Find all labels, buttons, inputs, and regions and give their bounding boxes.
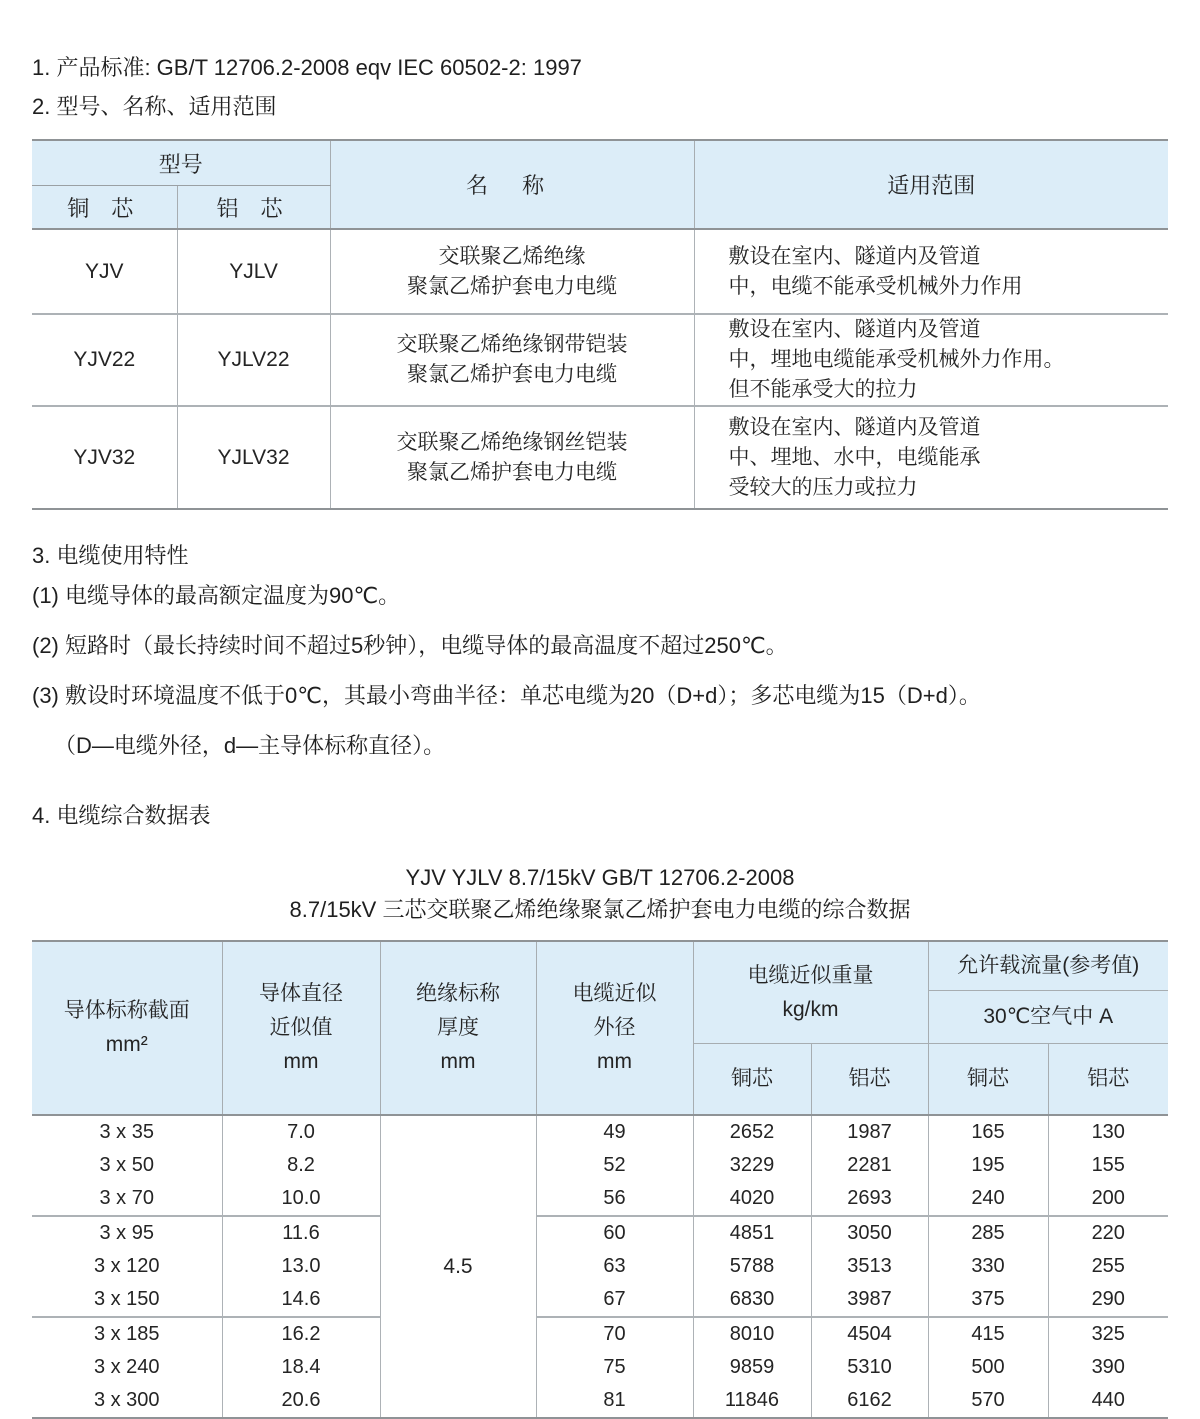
header-line: 绝缘标称 — [416, 982, 500, 1005]
cell-line: 但不能承受大的拉力 — [728, 378, 918, 401]
model-header: 型号 — [32, 140, 330, 186]
cell-line: 6830 — [729, 1288, 775, 1310]
weight-aluminum-header: 铝芯 — [811, 1044, 928, 1116]
cell-line: 4504 — [847, 1323, 892, 1345]
cell-line: 3 x 120 — [93, 1255, 160, 1277]
cell-name — [330, 406, 694, 509]
cell-line: 5310 — [847, 1356, 892, 1378]
table-row — [32, 314, 1168, 406]
cell-copper-model: YJV — [32, 229, 177, 314]
cell-line: 130 — [1091, 1121, 1125, 1143]
cell — [32, 1216, 222, 1317]
cell — [1048, 1317, 1168, 1418]
header-line: 电缆近似 — [572, 982, 657, 1005]
cell-line: 9859 — [729, 1356, 775, 1378]
cell-line: 敷设在室内、隧道内及管道 — [728, 415, 981, 439]
cell — [693, 1317, 811, 1418]
cell-line: 63 — [603, 1255, 626, 1277]
cell-line: 中，电缆不能承受机械外力作用 — [728, 274, 1023, 298]
cell-line: 18.4 — [281, 1356, 321, 1378]
weight-copper-header: 铜芯 — [693, 1044, 811, 1116]
cell-line: 20.6 — [281, 1389, 321, 1411]
cell-line: 285 — [971, 1222, 1005, 1244]
cell — [222, 1216, 380, 1317]
cell-line: 11.6 — [282, 1222, 320, 1244]
section3-item-2: (2) 短路时（最长持续时间不超过5秒钟），电缆导体的最高温度不超过250℃。 — [32, 633, 788, 658]
cell-line: 10.0 — [281, 1187, 321, 1209]
ampacity-condition-header: 30℃空气中 A — [928, 991, 1168, 1044]
cell — [928, 1115, 1048, 1216]
cell — [32, 1115, 222, 1216]
cell-aluminum-model: YJLV — [177, 229, 330, 314]
cell-line: 52 — [603, 1154, 626, 1176]
cell-line: 3 x 50 — [99, 1154, 154, 1176]
table2-title-line1: YJV YJLV 8.7/15kV GB/T 12706.2-2008 — [405, 865, 795, 890]
header-line: 导体直径 — [259, 982, 343, 1005]
cell — [222, 1317, 380, 1418]
section3-item-3: (3) 敷设时环境温度不低于0℃，其最小弯曲半径：单芯电缆为20（D+d）；多芯电缆为15（D+d）。 — [32, 683, 981, 708]
cell-line: 290 — [1091, 1288, 1125, 1310]
cell-line: 3 x 185 — [93, 1323, 160, 1345]
cell-line: 3987 — [847, 1288, 892, 1310]
cell-line: 81 — [603, 1389, 626, 1411]
cell-line: 3513 — [847, 1255, 892, 1277]
cell-line: 6162 — [847, 1389, 892, 1411]
cell-line: 8.2 — [287, 1154, 315, 1176]
cell — [1048, 1216, 1168, 1317]
scope-header: 适用范围 — [694, 140, 1168, 229]
cell — [928, 1317, 1048, 1418]
cell-line: 3 x 150 — [93, 1288, 160, 1310]
cell-aluminum-model: YJLV22 — [177, 314, 330, 406]
table-row — [32, 406, 1168, 509]
cell-line: 500 — [971, 1356, 1005, 1378]
insulation-thickness-value: 4.5 — [380, 1115, 536, 1418]
cell-line: 3050 — [847, 1222, 892, 1244]
cell-line: 3 x 70 — [99, 1187, 154, 1209]
section3-item-1: (1) 电缆导体的最高额定温度为90℃。 — [32, 583, 401, 608]
cell-line: 67 — [603, 1288, 626, 1310]
section4-heading: 4. 电缆综合数据表 — [32, 803, 211, 828]
cell-line: 56 — [603, 1187, 626, 1209]
aluminum-core-header: 铝 芯 — [177, 186, 330, 230]
cell-line: 70 — [603, 1323, 626, 1345]
cell-line: 交联聚乙烯绝缘钢丝铠装 — [396, 430, 628, 454]
header-line: 近似值 — [269, 1016, 333, 1039]
cell-line: 13.0 — [281, 1255, 321, 1277]
cell-line: 570 — [971, 1389, 1005, 1411]
cell-line: 7.0 — [287, 1121, 315, 1143]
cell-line: 8010 — [729, 1323, 775, 1345]
cable-diameter-header — [536, 941, 693, 1115]
cell-line: 60 — [603, 1222, 626, 1244]
cell-line: 5788 — [729, 1255, 775, 1277]
cell-line: 3 x 240 — [93, 1356, 160, 1378]
cable-weight-header — [693, 941, 928, 1044]
cell-line: 3 x 95 — [99, 1222, 154, 1244]
cell-line: 195 — [971, 1154, 1005, 1176]
cell-line: 2281 — [847, 1154, 892, 1176]
cell-name — [330, 314, 694, 406]
cell-line: 聚氯乙烯护套电力电缆 — [407, 274, 618, 298]
cell-line: 155 — [1091, 1154, 1125, 1176]
table2-titles — [32, 862, 1168, 926]
cell-line: 3229 — [729, 1154, 775, 1176]
cell-line: 4851 — [729, 1222, 775, 1244]
cell-line: 聚氯乙烯护套电力电缆 — [407, 460, 618, 484]
cell-line: 255 — [1091, 1255, 1125, 1277]
cable-data-table — [32, 940, 1168, 1419]
cell-aluminum-model: YJLV32 — [177, 406, 330, 509]
table-row-group — [32, 1115, 1168, 1216]
cell-line: 聚氯乙烯护套电力电缆 — [407, 363, 618, 386]
cell-copper-model: YJV22 — [32, 314, 177, 406]
cell-line: 165 — [971, 1121, 1005, 1143]
cell-line: 中、埋地、水中，电缆能承 — [728, 445, 981, 469]
cell-line: 16.2 — [281, 1323, 321, 1345]
cell-line: 交联聚乙烯绝缘 — [438, 244, 586, 268]
cell-name — [330, 229, 694, 314]
header-line: mm² — [105, 1033, 148, 1056]
cell-line: 200 — [1091, 1187, 1125, 1209]
insulation-thickness-header — [380, 941, 536, 1115]
cell-scope — [694, 314, 1168, 406]
conductor-section-header — [32, 941, 222, 1115]
table-row-group — [32, 1216, 1168, 1317]
cell-line: 220 — [1091, 1222, 1125, 1244]
cell-line: 2693 — [847, 1187, 892, 1209]
header-line: kg/km — [782, 997, 839, 1021]
cell-scope — [694, 229, 1168, 314]
cell — [536, 1115, 693, 1216]
header-line: 厚度 — [437, 1016, 479, 1039]
section3-heading: 3. 电缆使用特性 — [32, 543, 189, 568]
model-name-scope-table — [32, 139, 1168, 510]
cell — [693, 1216, 811, 1317]
cell — [32, 1317, 222, 1418]
cell — [693, 1115, 811, 1216]
section2-heading: 2. 型号、名称、适用范围 — [32, 94, 277, 119]
cell-line: 440 — [1091, 1389, 1125, 1411]
cell-line: 330 — [971, 1255, 1005, 1277]
table2-header-row1 — [32, 941, 1168, 991]
cell — [811, 1115, 928, 1216]
header-line: mm — [597, 1050, 632, 1073]
cell-copper-model: YJV32 — [32, 406, 177, 509]
table-row — [32, 229, 1168, 314]
name-header: 名 称 — [330, 140, 694, 229]
cell-line: 49 — [603, 1121, 626, 1143]
conductor-diameter-header — [222, 941, 380, 1115]
ampacity-aluminum-header: 铝芯 — [1048, 1044, 1168, 1116]
ampacity-copper-header: 铜芯 — [928, 1044, 1048, 1116]
header-line: 电缆近似重量 — [747, 963, 874, 987]
cell-line: 14.6 — [281, 1288, 321, 1310]
cell-line: 75 — [603, 1356, 626, 1378]
cell-line: 375 — [971, 1288, 1005, 1310]
cell-line: 受较大的压力或拉力 — [728, 475, 918, 499]
header-line: mm — [283, 1050, 319, 1073]
cell-line: 325 — [1091, 1323, 1125, 1345]
cell — [536, 1317, 693, 1418]
cell — [811, 1216, 928, 1317]
table2-title-line2: 8.7/15kV 三芯交联聚乙烯绝缘聚氯乙烯护套电力电缆的综合数据 — [289, 897, 911, 922]
cell — [928, 1216, 1048, 1317]
cell-line: 2652 — [729, 1121, 775, 1143]
cell — [536, 1216, 693, 1317]
cell-line: 敷设在室内、隧道内及管道 — [728, 244, 981, 268]
header-line: 导体标称截面 — [63, 999, 190, 1022]
section3-item-note: （D—电缆外径，d—主导体标称直径）。 — [54, 733, 446, 758]
cell-line: 3 x 300 — [93, 1389, 160, 1411]
cell-line: 415 — [971, 1323, 1005, 1345]
header-line: 外径 — [593, 1016, 636, 1039]
cell — [1048, 1115, 1168, 1216]
cell — [222, 1115, 380, 1216]
cell-line: 交联聚乙烯绝缘钢带铠装 — [396, 333, 628, 356]
cell-line: 390 — [1091, 1356, 1125, 1378]
cell-line: 敷设在室内、隧道内及管道 — [728, 318, 981, 341]
cell-scope — [694, 406, 1168, 509]
cell-line: 4020 — [729, 1187, 775, 1209]
table-row-group — [32, 1317, 1168, 1418]
product-standard-line: 1. 产品标准: GB/T 12706.2-2008 eqv IEC 60502-2: 1997 — [32, 55, 582, 80]
cell — [811, 1317, 928, 1418]
cell-line: 11846 — [724, 1389, 780, 1411]
cell-line: 240 — [971, 1187, 1005, 1209]
cell-line: 1987 — [847, 1121, 892, 1143]
cell-line: 3 x 35 — [99, 1121, 154, 1143]
cell-line: 中，埋地电缆能承受机械外力作用。 — [728, 348, 1065, 371]
ampacity-header: 允许载流量(参考值) — [928, 941, 1168, 991]
header-line: mm — [440, 1050, 476, 1073]
copper-core-header: 铜 芯 — [32, 186, 177, 230]
table1-header-row1 — [32, 140, 1168, 186]
